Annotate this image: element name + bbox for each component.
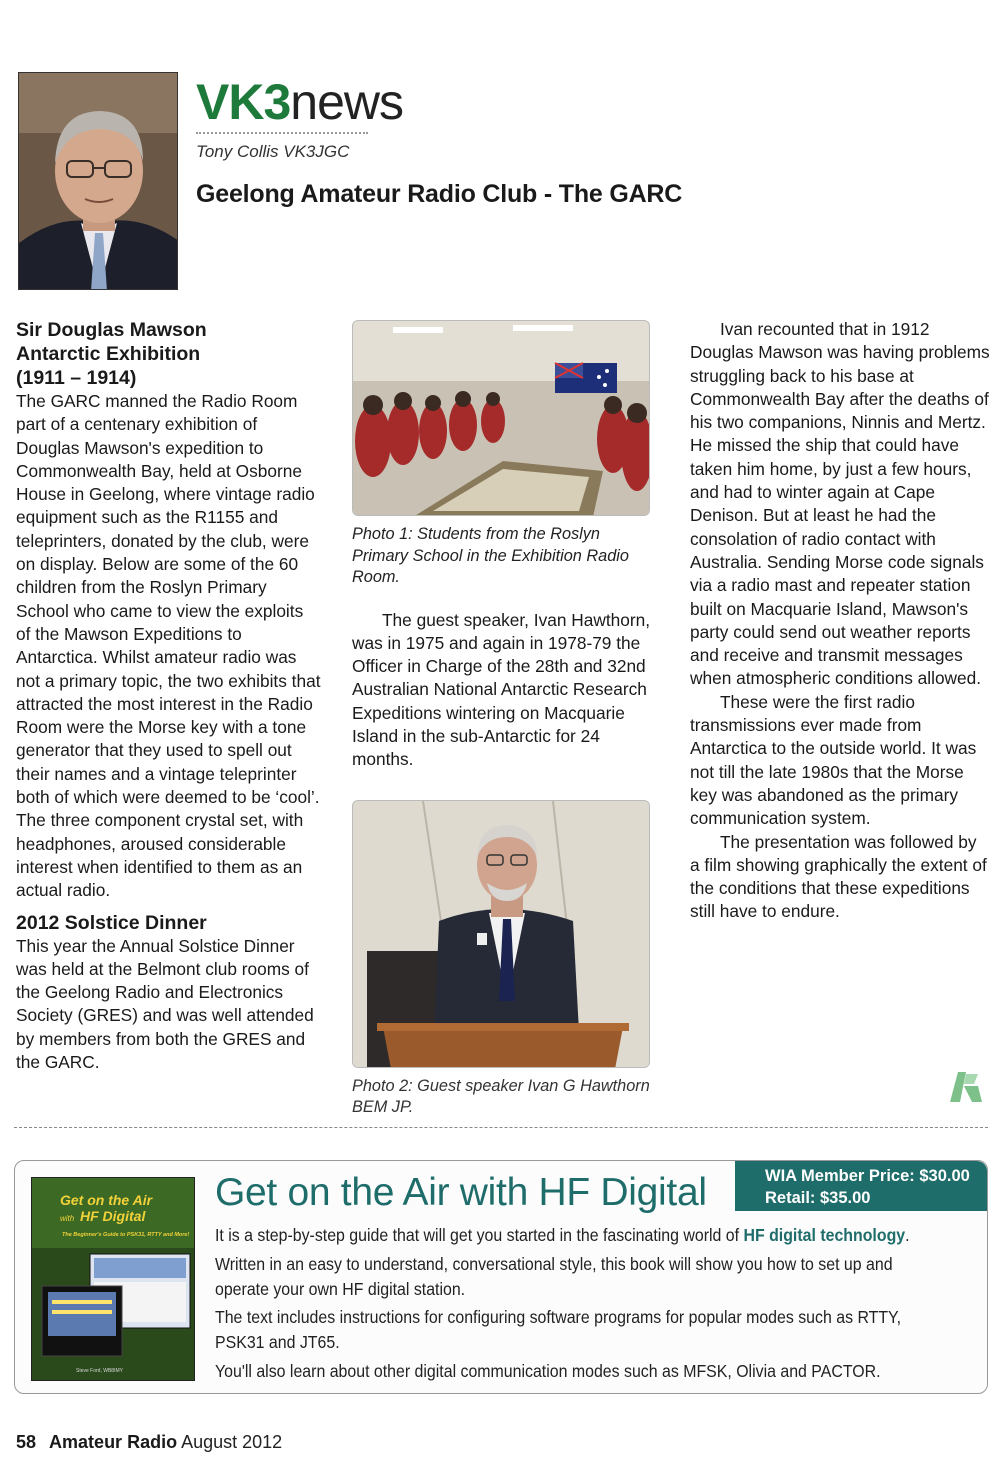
- heading-line: Sir Douglas Mawson: [16, 319, 207, 341]
- author-portrait: [18, 72, 178, 290]
- photo-students: [352, 320, 650, 516]
- paragraph-presentation: The presentation was followed by a film showing graphically the extent of the conditions that these expeditions still have to endure.: [690, 831, 987, 922]
- ad-paragraph-intro: [215, 1223, 920, 1248]
- photo-students-caption: Photo 1: Students from the Roslyn Primary School in the Exhibition Radio Room.: [352, 525, 629, 586]
- book-title-line3: HF Digital: [80, 1208, 146, 1224]
- masthead: [196, 74, 403, 162]
- ad-paragraph-software: The text includes instructions for configuring software programs for popular modes such as RTTY, PSK31 and JT65.: [215, 1307, 902, 1353]
- ad-intro-highlight: HF digital technology: [743, 1225, 906, 1245]
- book-author: Steve Ford, WB8IMY: [76, 1368, 123, 1374]
- article-headline: Geelong Amateur Radio Club - The GARC: [196, 180, 683, 208]
- book-title-line1: Get on the Air: [60, 1192, 153, 1208]
- author-byline: Tony Collis VK3JGC: [196, 142, 350, 161]
- ad-paragraph-style: Written in an easy to understand, conversational style, this book will show you how to set up and operate your own HF digital station.: [215, 1253, 893, 1299]
- book-advertisement: [14, 1160, 988, 1394]
- issue-date: August 2012: [181, 1432, 283, 1452]
- heading-line: (1911 – 1914): [16, 367, 137, 389]
- author-portrait-image: [19, 73, 178, 290]
- ad-intro-end: .: [905, 1225, 910, 1245]
- column-3: [690, 318, 990, 924]
- column-2: [352, 320, 656, 1119]
- column-1: [16, 318, 322, 1074]
- book-cover: [31, 1177, 195, 1381]
- ad-intro-text: It is a step-by-step guide that will get you started in the fascinating world of: [215, 1225, 744, 1245]
- photo-students-image: [353, 321, 650, 516]
- section-heading-mawson: [16, 318, 322, 390]
- book-title-line2: with: [60, 1214, 75, 1223]
- book-subtitle: The Beginner's Guide to PSK31, RTTY and More!: [62, 1232, 190, 1238]
- photo-speaker-image: [353, 801, 650, 1068]
- ad-headline: Get on the Air with HF Digital: [215, 1171, 707, 1214]
- price-box: [735, 1161, 987, 1211]
- section-title-prefix: VK3: [196, 74, 291, 130]
- section-heading-solstice: 2012 Solstice Dinner: [16, 911, 207, 934]
- heading-line: Antarctic Exhibition: [16, 343, 201, 365]
- retail-price: Retail: $35.00: [765, 1189, 871, 1207]
- member-price: WIA Member Price: $30.00: [765, 1167, 970, 1185]
- ad-paragraph-modes: You'll also learn about other digital communication modes such as MFSK, Olivia and PACTOR.: [215, 1360, 881, 1381]
- photo-speaker: [352, 800, 650, 1068]
- page-number: 58: [16, 1432, 37, 1452]
- masthead-divider: [196, 132, 368, 134]
- paragraph-solstice: This year the Annual Solstice Dinner was held at the Belmont club rooms of the Geelong Radio and Electronics Society (GRES) and was well attended by members from both the GRES and the GARC.: [16, 935, 314, 1073]
- photo-speaker-caption: Photo 2: Guest speaker Ivan G Hawthorn BEM JP.: [352, 1076, 650, 1117]
- page-footer: [16, 1432, 282, 1453]
- paragraph-first-transmissions: These were the first radio transmissions ever made from Antarctica to the outside world. It was not till the late 1980s that the Morse key was abandoned as the primary communication system.: [690, 691, 977, 829]
- paragraph-guest-speaker: The guest speaker, Ivan Hawthorn, was in 1975 and again in 1978-79 the Officer in Charge of the 28th and 32nd Australian National Antarctic Research Expeditions wintering on Macquarie Island in the sub-Antarctic for 24 months.: [352, 609, 651, 770]
- amateur-radio-end-mark-icon: [944, 1068, 984, 1104]
- ad-body: [215, 1223, 920, 1388]
- section-divider: [14, 1127, 988, 1128]
- paragraph-exhibition: The GARC manned the Radio Room part of a centenary exhibition of Douglas Mawson's expedition to Commonwealth Bay, held at Osborne House in Geelong, where vintage radio equipment such as the R1155 and teleprinters, donated by the club, were on display. Below are some of the 60 children from the Roslyn Primary School who came to view the exploits of the Mawson Expeditions to Antarctica. Whilst amateur radio was not a primary topic, the two exhibits that attracted the most interest in the Radio Room were the Morse key with a tone generator that they used to spell out their names and a vintage teleprinter both of which were deemed to be ‘cool’. The three component crystal set, with headphones, aroused considerable interest when identified to them as an actual radio.: [16, 391, 321, 901]
- section-title-suffix: news: [290, 74, 403, 130]
- book-cover-image: [32, 1178, 195, 1381]
- section-title: [196, 74, 403, 130]
- magazine-name: Amateur Radio: [49, 1432, 178, 1452]
- paragraph-mawson-story: Ivan recounted that in 1912 Douglas Mawson was having problems struggling back to his base at Commonwealth Bay after the deaths of his two companions, Ninnis and Mertz. He missed the ship that could have taken him home, by just a few hours, and had to winter again at Cape Denison. But at least he had the consolation of radio contact with Australia. Sending Morse code signals via a radio mast and repeater station built on Macquarie Island, Mawson's party could send out weather reports and receive and transmit messages when atmospheric conditions allowed.: [690, 319, 990, 689]
